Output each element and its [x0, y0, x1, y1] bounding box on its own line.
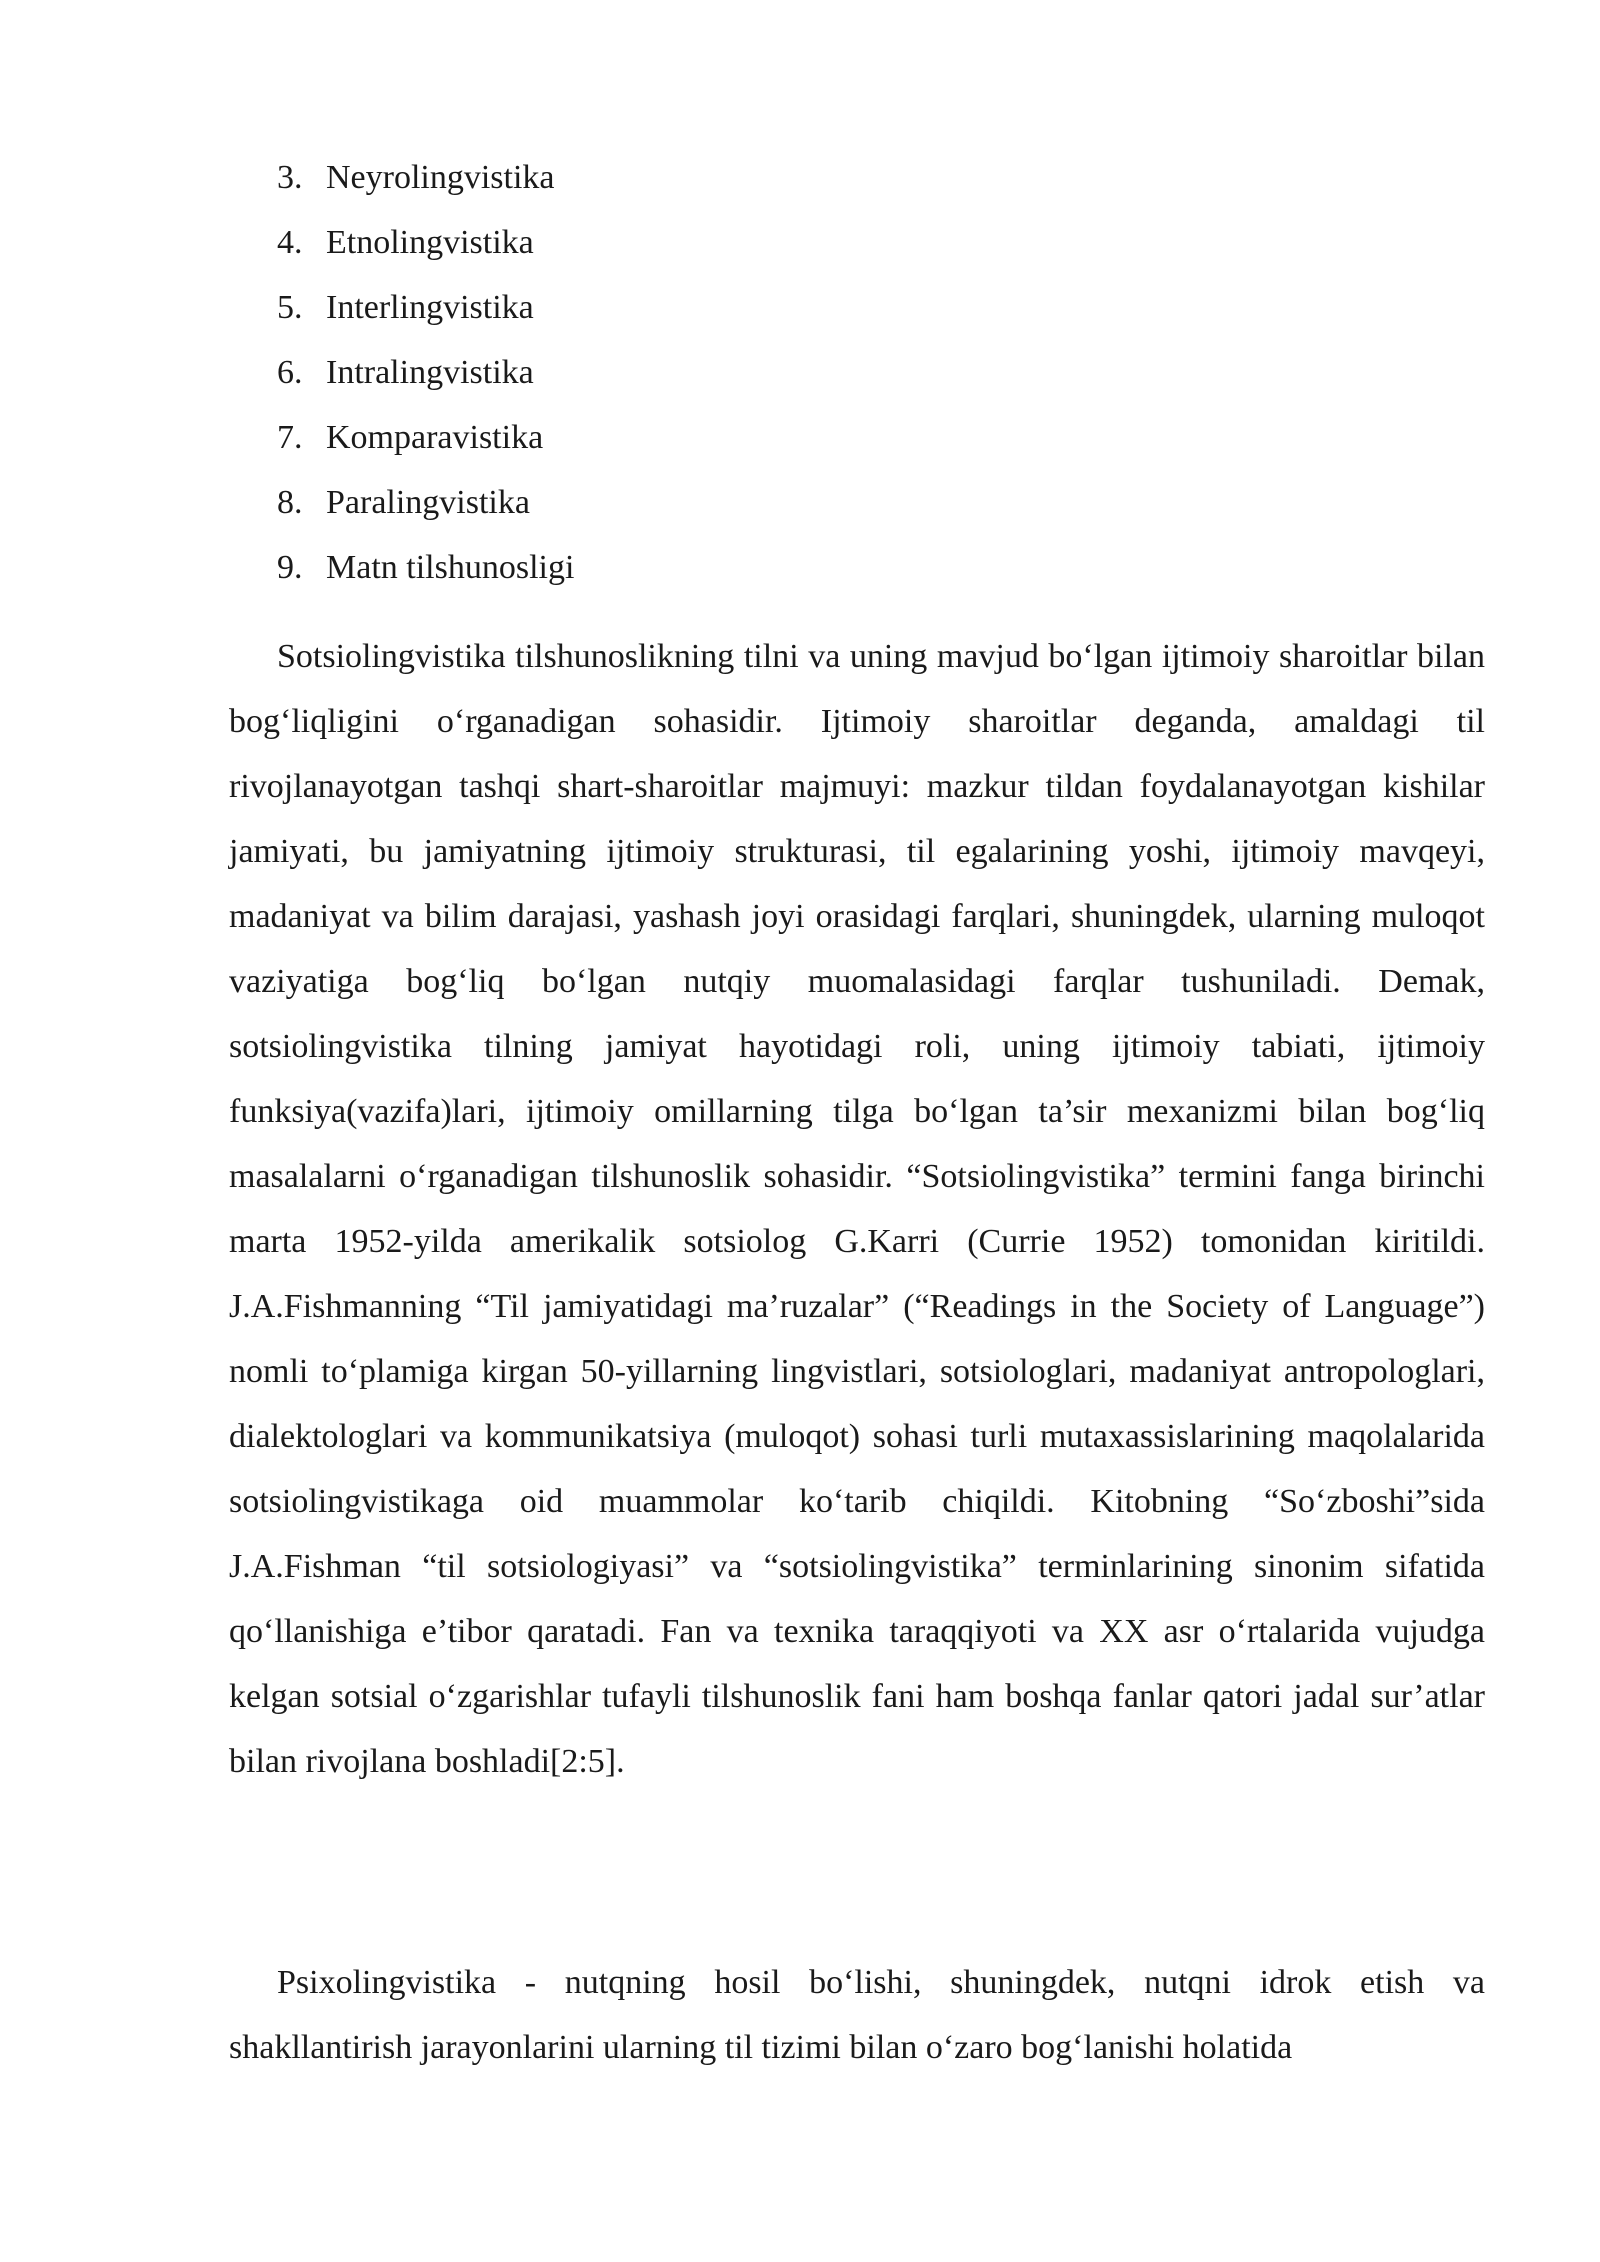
numbered-list: [277, 145, 574, 600]
list-item: [277, 145, 574, 210]
list-item-text: Etnolingvistika: [326, 224, 534, 261]
list-item: [277, 405, 574, 470]
list-item: [277, 275, 574, 340]
list-item-text: Interlingvistika: [326, 289, 534, 326]
list-item-number: 8.: [277, 484, 303, 521]
list-item-text: Paralingvistika: [326, 484, 530, 521]
list-item-number: 5.: [277, 289, 303, 326]
list-item: [277, 340, 574, 405]
list-item: [277, 535, 574, 600]
paragraph-sotsiolingvistika: Sotsiolingvistika tilshunoslikning tilni va uning mavjud bo‘lgan ijtimoiy sharoitlar bilan bog‘liqligini o‘rganadigan sohasidir. Ijtimoiy sharoitlar deganda, amaldagi til rivojlanayotgan tashqi shart-sharoitlar majmuyi: mazkur tildan foydalanayotgan kishilar jamiyati, bu jamiyatning ijtimoiy strukturasi, til egalarining yoshi, ijtimoiy mavqeyi, madaniyat va bilim darajasi, yashash joyi orasidagi farqlari, shuningdek, ularning muloqot vaziyatiga bog‘liq bo‘lgan nutqiy muomalasidagi farqlar tushuniladi. Demak, sotsiolingvistika tilning jamiyat hayotidagi roli, uning ijtimoiy tabiati, ijtimoiy funksiya(vazifa)lari, ijtimoiy omillarning tilga bo‘lgan ta’sir mexanizmi bilan bog‘liq masalalarni o‘rganadigan tilshunoslik sohasidir. “Sotsiolingvistika” termini fanga birinchi marta 1952-yilda amerikalik sotsiolog G.Karri (Currie 1952) tomonidan kiritildi. J.A.Fishmanning “Til jamiyatidagi ma’ruzalar” (“Readings in the Society of Language”) nomli to‘plamiga kirgan 50-yillarning lingvistlari, sotsiologlari, madaniyat antropologlari, dialektologlari va kommunikatsiya (muloqot) sohasi turli mutaxassislarining maqolalarida sotsiolingvistikaga oid muammolar ko‘tarib chiqildi. Kitobning “So‘zboshi”sida J.A.Fishman “til sotsiologiyasi” va “sotsiolingvistika” terminlarining sinonim sifatida qo‘llanishiga e’tibor qaratadi. Fan va texnika taraqqiyoti va XX asr o‘rtalarida vujudga kelgan sotsial o‘zgarishlar tufayli tilshunoslik fani ham boshqa fanlar qatori jadal sur’atlar bilan rivojlana boshladi[2:5].: [229, 638, 1485, 1780]
list-item-number: 3.: [277, 159, 303, 196]
list-item-number: 9.: [277, 549, 303, 586]
list-item-text: Intralingvistika: [326, 354, 534, 391]
list-item-text: Matn tilshunosligi: [326, 549, 575, 586]
list-item-number: 6.: [277, 354, 303, 391]
list-item-number: 7.: [277, 419, 303, 456]
paragraph-psixolingvistika: Psixolingvistika - nutqning hosil bo‘lishi, shuningdek, nutqni idrok etish va shakllantirish jarayonlarini ularning til tizimi bilan o‘zaro bog‘lanishi holatida: [229, 1964, 1485, 2066]
list-item-number: 4.: [277, 224, 303, 261]
list-item-text: Komparavistika: [326, 419, 544, 456]
list-item: [277, 470, 574, 535]
list-item-text: Neyrolingvistika: [326, 159, 555, 196]
list-item: [277, 210, 574, 275]
